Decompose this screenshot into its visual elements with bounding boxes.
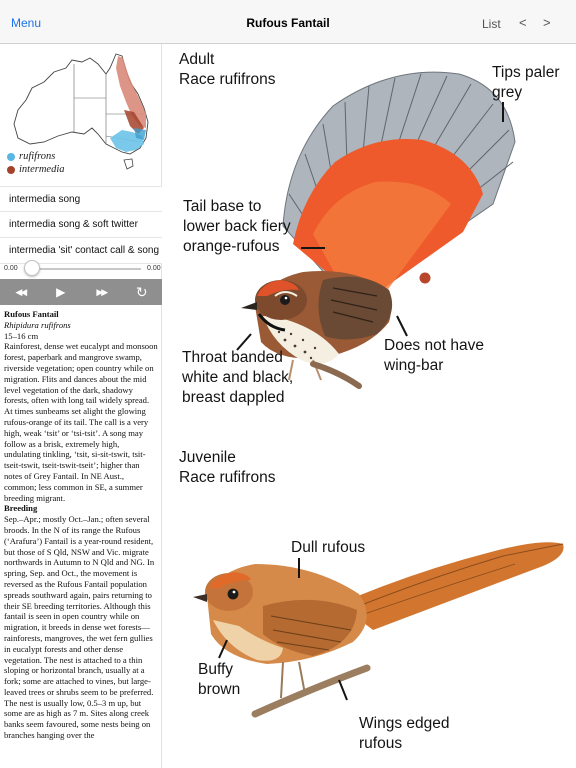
juvenile-bird-illustration <box>193 542 564 714</box>
rewind-button[interactable] <box>0 279 41 305</box>
legend-label: intermedia <box>19 164 65 175</box>
label-buffy-brown: Buffy brown <box>198 661 241 698</box>
map-legend <box>7 150 65 176</box>
scientific-name: Rhipidura rufifrons <box>4 319 71 330</box>
legend-item-intermedia <box>7 163 65 176</box>
nav-bar <box>0 0 576 44</box>
label-tail-base: Tail base to lower back fiery orange-rufous <box>183 198 291 255</box>
rewind-icon: ◀◀ <box>15 286 26 297</box>
legend-dot-intermedia <box>7 166 15 174</box>
juvenile-heading: Juvenile Race rufifrons <box>179 449 276 486</box>
audio-scrubber-knob[interactable] <box>24 260 40 276</box>
species-sidebar <box>0 44 162 768</box>
legend-dot-rufifrons <box>7 153 15 161</box>
repeat-icon: ↻ <box>135 283 148 300</box>
song-item-intermedia-song[interactable]: intermedia song <box>0 186 162 212</box>
play-icon: ▶ <box>56 285 66 299</box>
legend-label: rufifrons <box>19 151 56 162</box>
common-name: Rufous Fantail <box>4 309 59 319</box>
label-tips-paler-grey: Tips paler grey <box>492 64 560 101</box>
fast-forward-button[interactable] <box>81 279 122 305</box>
time-total: 0.00 <box>147 265 161 272</box>
repeat-button[interactable] <box>122 279 163 305</box>
audio-scrubber-track[interactable] <box>27 268 141 270</box>
legend-item-rufifrons <box>7 150 65 163</box>
label-no-wing-bar: Does not have wing-bar <box>384 337 484 374</box>
song-item-intermedia-sit-call[interactable]: intermedia 'sit' contact call & song <box>0 238 162 264</box>
description-body: Rainforest, dense wet eucalypt and monsoon forest, paperbark and mangrove swamp, riverside vegetation; open country while on migration. Flits and dances about the mid level vegetation of the dark, shadowy forests, often with long tail widely spread. At times sunbeams set alight the glowing rufous-orange of its tail. The call is a very high, weak ‘tsit’ or ‘tsi-tsit’. A song may follow as a brisk, extremely high, undulating tinkling, ‘tsit, si-sit-tswit, tsit-tseit-tswit, tseit-tswit-tseit’; higher than notes of Grey Fantail. In NE Aust., common; less common in SE, a summer breeding migrant. <box>4 341 158 503</box>
previous-button[interactable]: < <box>519 15 527 30</box>
breeding-body: Sep.–Apr.; mostly Oct.–Jan.; often several broods. In the N of its range the Rufous (‘Arafura’) Fantail is a year-round resident, but those of S Qld, NSW and Vic. migrate northwards in Autumn to N Qld and NG. In spring, Sep. and Oct., the movement is reversed as the Rufous Fantail population spreads southward again, pairs returning to their SE breeding territories. Although this fantail is seen in open country while on migration, it breeds in dense wet forests—rainforests, mangroves, the wet fern gullies in eucalypt forests and other dense vegetation. The nest is attached to a thin sloping or horizontal branch, usually at a fork; some are attached to vines, but large-leaved trees or shrubs seem to be preferred. The nest is usually low, 0.5–3 m up, but some are as high as 7 m. Sites along creek banks seem favoured, some nests being on branches hanging over the <box>4 514 155 741</box>
time-elapsed: 0.00 <box>4 265 18 272</box>
fast-forward-icon: ▶▶ <box>96 286 107 297</box>
song-item-intermedia-song-soft-twitter[interactable]: intermedia song & soft twitter <box>0 212 162 238</box>
label-wings-edged-rufous: Wings edged rufous <box>359 715 450 752</box>
next-button[interactable]: > <box>543 15 551 30</box>
adult-heading: Adult Race rufifrons <box>179 51 276 88</box>
species-description <box>4 309 158 741</box>
illustration-plate <box>163 44 576 768</box>
label-throat-banded: Throat banded white and black, breast dappled <box>182 349 294 406</box>
label-dull-rufous: Dull rufous <box>291 539 366 556</box>
page-title: Rufous Fantail <box>246 16 330 30</box>
menu-button[interactable]: Menu <box>11 16 42 30</box>
play-button[interactable] <box>41 279 82 305</box>
size-text: 15–16 cm <box>4 330 39 341</box>
breeding-heading: Breeding <box>4 503 38 514</box>
list-button[interactable]: List <box>482 17 501 31</box>
audio-controls <box>0 279 162 305</box>
